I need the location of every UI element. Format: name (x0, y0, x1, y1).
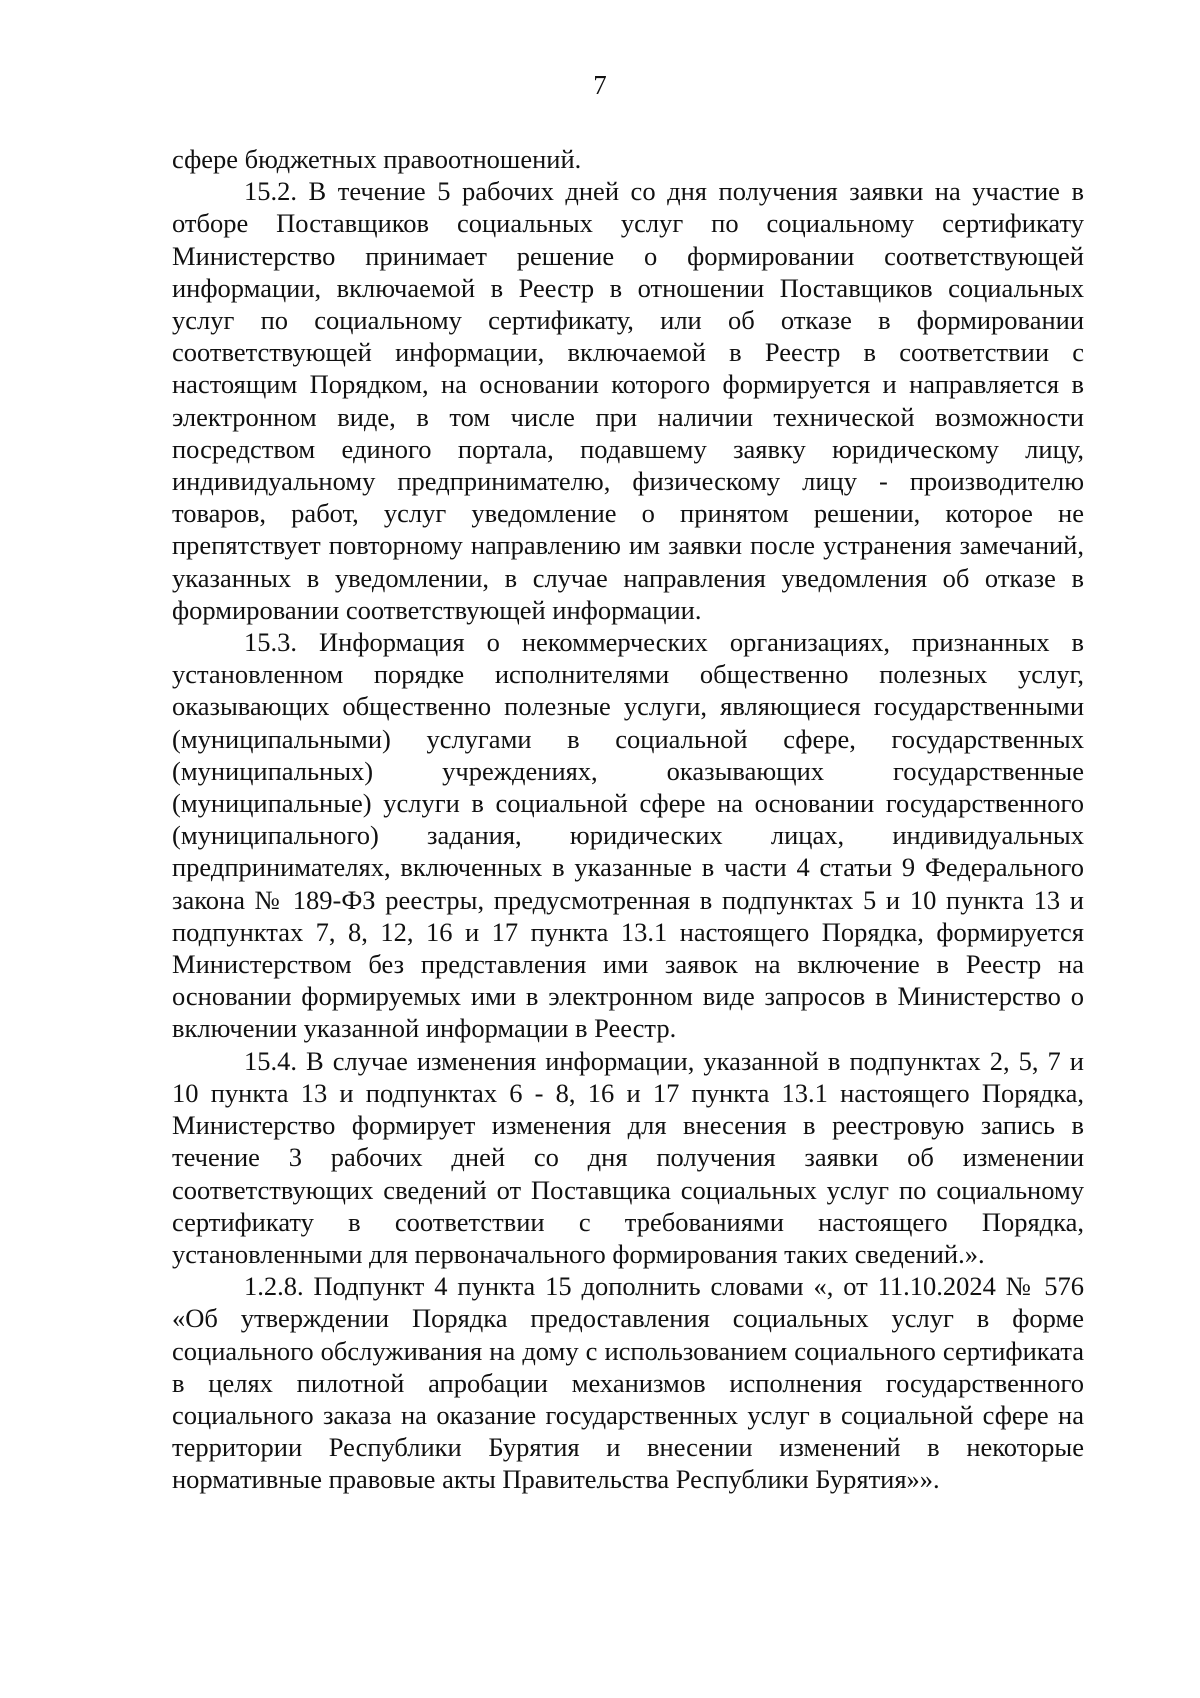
paragraph-15-2: 15.2. В течение 5 рабочих дней со дня получения заявки на участие в отборе Поставщиков социальных услуг по социальному сертификату Министерство принимает решение о формировании соответствующей информации, включаемой в Реестр в отношении Поставщиков социальных услуг по социальному сертификату, или об отказе в формировании соответствующей информации, включаемой в Реестр в соответствии с настоящим Порядком, на основании которого формируется и направляется в электронном виде, в том числе при наличии технической возможности посредством единого портала, подавшему заявку юридическому лицу, индивидуальному предпринимателю, физическому лицу - производителю товаров, работ, услуг уведомление о принятом решении, которое не препятствует повторному направлению им заявки после устранения замечаний, указанных в уведомлении, в случае направления уведомления об отказе в формировании соответствующей информации. (172, 176, 1084, 625)
paragraph-15-4: 15.4. В случае изменения информации, указанной в подпунктах 2, 5, 7 и 10 пункта 13 и подпунктах 6 - 8, 16 и 17 пункта 13.1 настоящего Порядка, Министерство формирует изменения для внесения в реестровую запись в течение 3 рабочих дней со дня получения заявки об изменении соответствующих сведений от Поставщика социальных услуг по социальному сертификату в соответствии с требованиями настоящего Порядка, установленными для первоначального формирования таких сведений.». (172, 1045, 1084, 1269)
paragraph-1-2-8: 1.2.8. Подпункт 4 пункта 15 дополнить словами «, от 11.10.2024 № 576 «Об утверждении Порядка предоставления социальных услуг в форме социального обслуживания на дому с использованием социального сертификата в целях пилотной апробации механизмов исполнения государственного социального заказа на оказание государственных услуг в социальной сфере на территории Республики Бурятия и внесении изменений в некоторые нормативные правовые акты Правительства Республики Бурятия»». (172, 1271, 1084, 1495)
paragraph-continuation: сфере бюджетных правоотношений. (172, 144, 582, 174)
document-body (172, 143, 1084, 1496)
page-number: 7 (593, 70, 607, 100)
paragraph-15-3: 15.3. Информация о некоммерческих организациях, признанных в установленном порядке исполнителями общественно полезных услуг, оказывающих общественно полезные услуги, являющиеся государственными (муниципальными) услугами в социальной сфере, государственных (муниципальных) учреждениях, оказывающих государственные (муниципальные) услуги в социальной сфере на основании государственного (муниципального) задания, юридических лицах, индивидуальных предпринимателях, включенных в указанные в части 4 статьи 9 Федерального закона № 189-ФЗ реестры, предусмотренная в подпунктах 5 и 10 пункта 13 и подпунктах 7, 8, 12, 16 и 17 пункта 13.1 настоящего Порядка, формируется Министерством без представления ими заявок на включение в Реестр на основании формируемых ими в электронном виде запросов в Министерство о включении указанной информации в Реестр. (172, 627, 1084, 1044)
